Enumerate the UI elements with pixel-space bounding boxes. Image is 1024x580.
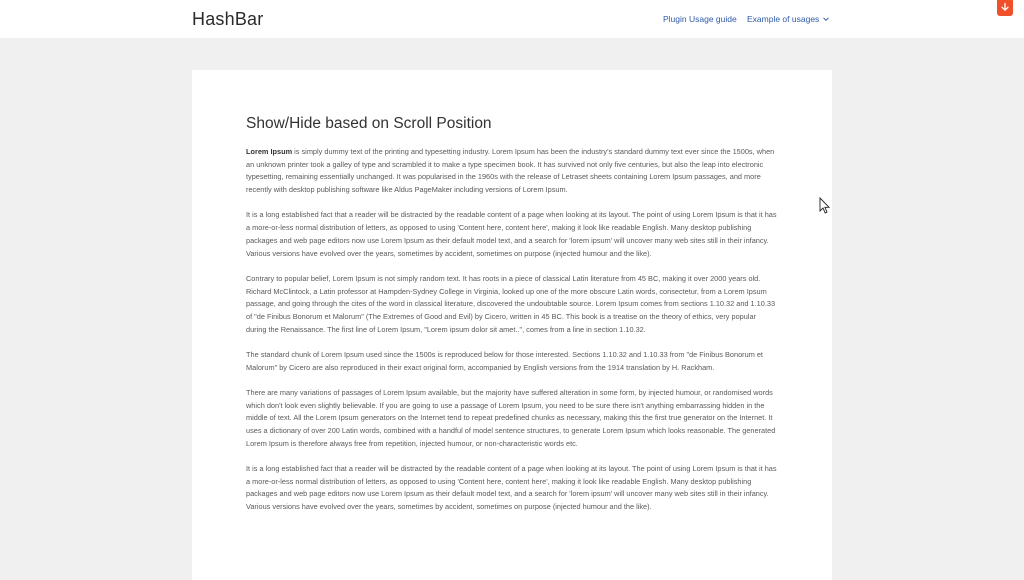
nav-item-label: Example of usages	[747, 14, 820, 24]
article-card	[192, 70, 832, 580]
nav-item-plugin-usage-guide[interactable]: Plugin Usage guide	[663, 14, 737, 24]
paragraph-2: It is a long established fact that a reader will be distracted by the readable content of a page when looking at its layout. The point of using Lorem Ipsum is that it has a more-or-less normal distribution of letters, as opposed to using 'Content here, content here', making it look like readable English. Many desktop publishing packages and web page editors now use Lorem Ipsum as their default model text, and a search for 'lorem ipsum' will uncover many web sites still in their infancy. Various versions have evolved over the years, sometimes by accident, sometimes on purpose (injected humour and the like).	[246, 210, 777, 258]
paragraph-3: Contrary to popular belief, Lorem Ipsum is not simply random text. It has roots in a piece of classical Latin literature from 45 BC, making it over 2000 years old. Richard McClintock, a Latin professor at Hampden-Sydney College in Virginia, looked up one of the more obscure Latin words, consectetur, from a Lorem Ipsum passage, and going through the cites of the word in classical literature, discovered the undoubtable source. Lorem Ipsum comes from sections 1.10.32 and 1.10.33 of "de Finibus Bonorum et Malorum" (The Extremes of Good and Evil) by Cicero, written in 45 BC. This book is a treatise on the theory of ethics, very popular during the Renaissance. The first line of Lorem Ipsum, "Lorem ipsum dolor sit amet..", comes from a line in section 1.10.32.	[246, 273, 776, 334]
article-body	[246, 146, 778, 526]
mouse-cursor-icon	[819, 197, 830, 219]
site-header	[0, 0, 1024, 38]
paragraph-5: There are many variations of passages of Lorem Ipsum available, but the majority have suffered alteration in some form, by injected humour, or randomised words which don't look even slightly believable. If you are going to use a passage of Lorem Ipsum, you need to be sure there isn't anything embarrassing hidden in the middle of text. All the Lorem Ipsum generators on the Internet tend to repeat predefined chunks as necessary, making this the first true generator on the Internet. It uses a dictionary of over 200 Latin words, combined with a handful of model sentence structures, to generate Lorem Ipsum which looks reasonable. The generated Lorem Ipsum is therefore always free from repetition, injected humour, or non-characteristic words etc.	[246, 387, 776, 448]
scroll-down-button[interactable]	[997, 0, 1013, 16]
page-title: Show/Hide based on Scroll Position	[246, 115, 492, 132]
paragraph-1-bold: Lorem Ipsum	[246, 147, 293, 156]
arrow-down-icon	[1000, 0, 1010, 17]
nav-item-example-of-usages[interactable]	[747, 14, 830, 24]
paragraph-1	[246, 146, 778, 197]
chevron-down-icon	[822, 15, 830, 23]
paragraph-4: The standard chunk of Lorem Ipsum used since the 1500s is reproduced below for those interested. Sections 1.10.32 and 1.10.33 from "de Finibus Bonorum et Malorum" by Cicero are also reproduced in their exact original form, accompanied by English versions from the 1914 translation by H. Rackham.	[246, 349, 763, 372]
paragraph-1-text: is simply dummy text of the printing and typesetting industry. Lorem Ipsum has been the industry's standard dummy text ever since the 1500s, when an unknown printer took a galley of type and scrambled it to make a type specimen book. It has survived not only five centuries, but also the leap into electronic typesetting, remaining essentially unchanged. It was popularised in the 1960s with the release of Letraset sheets containing Lorem Ipsum passages, and more recently with desktop publishing software like Aldus PageMaker including versions of Lorem Ipsum.	[246, 147, 775, 195]
paragraph-6: It is a long established fact that a reader will be distracted by the readable content of a page when looking at its layout. The point of using Lorem Ipsum is that it has a more-or-less normal distribution of letters, as opposed to using 'Content here, content here', making it look like readable English. Many desktop publishing packages and web page editors now use Lorem Ipsum as their default model text, and a search for 'lorem ipsum' will uncover many web sites still in their infancy. Various versions have evolved over the years, sometimes by accident, sometimes on purpose (injected humour and the like).	[246, 464, 777, 512]
site-logo[interactable]: HashBar	[192, 9, 264, 29]
